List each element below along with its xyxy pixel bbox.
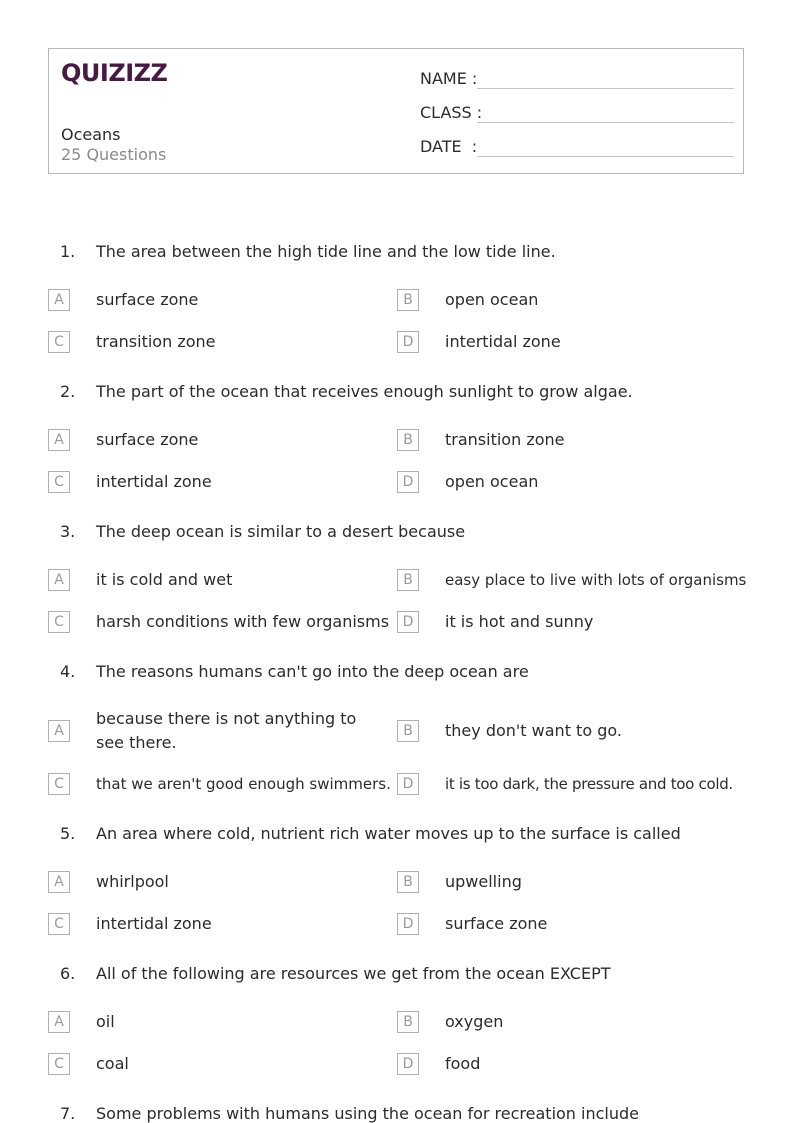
option-text: oil bbox=[96, 1012, 115, 1031]
option-letter-box: D bbox=[397, 611, 419, 633]
question-text: An area where cold, nutrient rich water moves up to the surface is called bbox=[96, 824, 681, 843]
option-text: surface zone bbox=[445, 914, 548, 933]
option-letter-box: D bbox=[397, 1053, 419, 1075]
date-field[interactable] bbox=[420, 135, 734, 159]
option-text: food bbox=[445, 1054, 481, 1073]
option-text: coal bbox=[96, 1054, 129, 1073]
option-letter-box: B bbox=[397, 720, 419, 742]
question-text: The reasons humans can't go into the deep ocean are bbox=[96, 662, 529, 681]
option-text: oxygen bbox=[445, 1012, 504, 1031]
option-letter-box: C bbox=[48, 471, 70, 493]
option-text: because there is not anything to see there. bbox=[96, 709, 357, 752]
option-letter-box: A bbox=[48, 1011, 70, 1033]
name-field[interactable] bbox=[420, 67, 734, 91]
option-letter-box: B bbox=[397, 569, 419, 591]
question-number: 6. bbox=[60, 964, 76, 983]
option-text: intertidal zone bbox=[96, 914, 212, 933]
question-text: Some problems with humans using the ocean for recreation include bbox=[96, 1104, 639, 1123]
option-text: open ocean bbox=[445, 290, 539, 309]
question-text: The area between the high tide line and the low tide line. bbox=[96, 242, 556, 261]
question-number: 7. bbox=[60, 1104, 76, 1123]
question-number: 5. bbox=[60, 824, 76, 843]
class-line[interactable] bbox=[477, 122, 734, 123]
question-number: 2. bbox=[60, 382, 76, 401]
class-field[interactable] bbox=[420, 101, 734, 125]
option-letter-box: B bbox=[397, 871, 419, 893]
question-count: 25 Questions bbox=[61, 145, 167, 164]
option-letter-box: B bbox=[397, 429, 419, 451]
quizizz-logo: QUIZIZZ bbox=[61, 59, 168, 87]
question-number: 1. bbox=[60, 242, 76, 261]
question-text: All of the following are resources we get from the ocean EXCEPT bbox=[96, 964, 611, 983]
option-text: transition zone bbox=[445, 430, 565, 449]
option-text: whirlpool bbox=[96, 872, 169, 891]
date-line[interactable] bbox=[477, 156, 734, 157]
option-letter-box: D bbox=[397, 471, 419, 493]
option-text: that we aren't good enough swimmers. bbox=[96, 775, 391, 793]
option-letter-box: A bbox=[48, 289, 70, 311]
option-text: surface zone bbox=[96, 290, 199, 309]
option-text: intertidal zone bbox=[445, 332, 561, 351]
option-letter-box: A bbox=[48, 871, 70, 893]
option-text: harsh conditions with few organisms bbox=[96, 612, 390, 631]
option-text: easy place to live with lots of organisms bbox=[445, 571, 747, 589]
option-text: open ocean bbox=[445, 472, 539, 491]
class-label: CLASS : bbox=[420, 103, 483, 122]
option-letter-box: D bbox=[397, 773, 419, 795]
option-text: it is too dark, the pressure and too cold. bbox=[445, 775, 733, 793]
name-label: NAME : bbox=[420, 69, 478, 88]
option-letter-box: D bbox=[397, 913, 419, 935]
option-letter-box: A bbox=[48, 429, 70, 451]
question-text: The deep ocean is similar to a desert because bbox=[96, 522, 466, 541]
option-text: transition zone bbox=[96, 332, 216, 351]
option-letter-box: C bbox=[48, 913, 70, 935]
question-number: 3. bbox=[60, 522, 76, 541]
option-letter-box: A bbox=[48, 569, 70, 591]
option-letter-box: A bbox=[48, 720, 70, 742]
option-letter-box: C bbox=[48, 331, 70, 353]
name-line[interactable] bbox=[477, 88, 734, 89]
question-text: The part of the ocean that receives enough sunlight to grow algae. bbox=[96, 382, 633, 401]
option-letter-box: C bbox=[48, 611, 70, 633]
option-text: they don't want to go. bbox=[445, 721, 622, 740]
question-number: 4. bbox=[60, 662, 76, 681]
date-label: DATE : bbox=[420, 137, 478, 156]
option-letter-box: C bbox=[48, 1053, 70, 1075]
worksheet-title: Oceans bbox=[61, 125, 121, 144]
option-text: surface zone bbox=[96, 430, 199, 449]
option-text: upwelling bbox=[445, 872, 522, 891]
option-letter-box: B bbox=[397, 1011, 419, 1033]
option-letter-box: D bbox=[397, 331, 419, 353]
option-text: it is cold and wet bbox=[96, 570, 233, 589]
option-text: intertidal zone bbox=[96, 472, 212, 491]
worksheet-header bbox=[48, 48, 744, 174]
option-letter-box: B bbox=[397, 289, 419, 311]
option-text: it is hot and sunny bbox=[445, 612, 594, 631]
option-letter-box: C bbox=[48, 773, 70, 795]
